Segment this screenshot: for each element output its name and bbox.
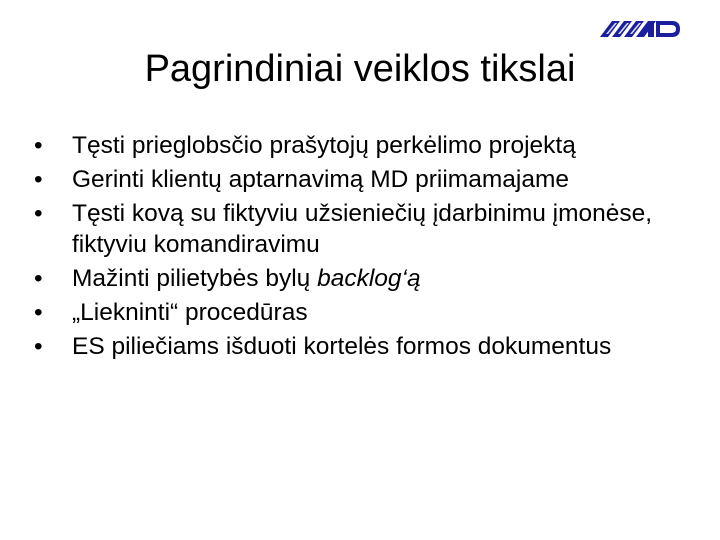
bullet-text: Gerinti klientų aptarnavimą MD priimamajame (72, 166, 569, 193)
migration-department-logo (598, 17, 682, 43)
bullet-icon: • (34, 265, 43, 292)
list-item (34, 331, 704, 362)
list-item (34, 297, 704, 328)
bullet-icon: • (34, 333, 43, 360)
bullet-text-before: Mažinti pilietybės bylų (72, 265, 318, 292)
bullet-icon: • (34, 200, 43, 227)
bullet-text-italic: backlog (317, 265, 402, 292)
bullet-list (34, 130, 704, 365)
list-item (34, 263, 704, 294)
bullet-text: ES piliečiams išduoti kortelės formos dokumentus (72, 333, 612, 360)
bullet-text-after: ‘ą (401, 265, 421, 292)
bullet-text: Tęsti kovą su fiktyviu užsieniečių įdarbinimu įmonėse, fiktyviu komandiravimu (72, 200, 653, 258)
bullet-text: „Liekninti“ procedūras (72, 299, 308, 326)
slide-title: Pagrindiniai veiklos tikslai (144, 48, 576, 90)
bullet-text: Tęsti prieglobsčio prašytojų perkėlimo projektą (72, 132, 576, 159)
list-item (34, 198, 704, 260)
bullet-icon: • (34, 166, 43, 193)
bullet-icon: • (34, 132, 43, 159)
list-item (34, 130, 704, 161)
bullet-text (72, 265, 421, 292)
bullet-icon: • (34, 299, 43, 326)
list-item (34, 164, 704, 195)
